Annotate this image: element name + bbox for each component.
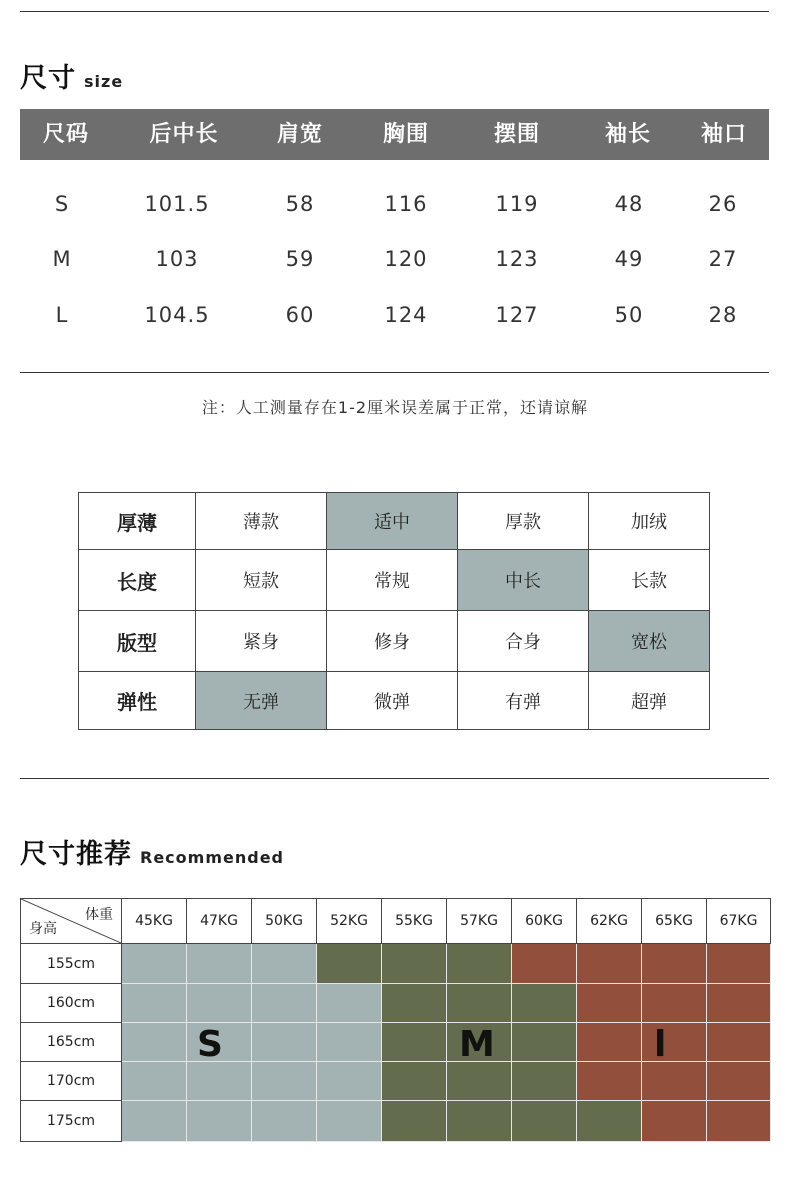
cell-cuff: 27 [708, 247, 738, 271]
size-zone-cell [512, 1062, 577, 1101]
table-row [20, 295, 769, 335]
attribute-row-length [79, 550, 710, 611]
weight-header: 47KG [187, 899, 252, 944]
size-zone-cell [707, 984, 771, 1023]
attribute-label: 版型 [79, 611, 196, 672]
size-zone-cell [122, 1023, 187, 1062]
size-zone-cell [187, 944, 252, 984]
cell-size: S [54, 192, 70, 216]
cell-cuff: 28 [708, 303, 738, 327]
size-zone-cell [707, 1062, 771, 1101]
size-zone-cell [512, 1101, 577, 1142]
size-zone-cell [317, 1023, 382, 1062]
attribute-option: 厚款 [458, 493, 589, 550]
size-zone-cell [187, 984, 252, 1023]
attribute-option: 有弹 [458, 672, 589, 730]
top-divider [20, 11, 769, 12]
attribute-option: 微弹 [327, 672, 458, 730]
size-zone-cell [642, 984, 707, 1023]
header-chest: 胸围 [382, 122, 430, 147]
cell-cuff: 26 [708, 192, 738, 216]
height-label: 165cm [21, 1023, 122, 1062]
size-zone-cell [122, 944, 187, 984]
attribute-row-elasticity [79, 672, 710, 730]
attribute-option: 紧身 [196, 611, 327, 672]
header-size: 尺码 [42, 122, 90, 147]
weight-header: 57KG [447, 899, 512, 944]
attribute-option: 常规 [327, 550, 458, 611]
size-zone-cell [447, 984, 512, 1023]
size-zone-cell [252, 1023, 317, 1062]
header-sleeve: 袖长 [604, 122, 652, 147]
zone-label-s: S [197, 1024, 223, 1065]
table-row [20, 184, 769, 224]
size-zone-cell [642, 1101, 707, 1142]
size-zone-cell [577, 944, 642, 984]
cell-sleeve: 49 [614, 247, 644, 271]
attribute-table [78, 492, 710, 730]
cell-length: 104.5 [144, 303, 210, 327]
size-zone-cell [382, 1062, 447, 1101]
size-zone-cell [122, 984, 187, 1023]
cell-hem: 123 [495, 247, 539, 271]
size-zone-cell [252, 1062, 317, 1101]
size-zone-cell [642, 944, 707, 984]
cell-hem: 127 [495, 303, 539, 327]
size-zone-cell [577, 1062, 642, 1101]
weight-header: 55KG [382, 899, 447, 944]
height-label: 175cm [21, 1101, 122, 1142]
height-row [21, 944, 771, 984]
cell-chest: 124 [384, 303, 428, 327]
cell-shoulder: 60 [285, 303, 315, 327]
weight-header: 65KG [642, 899, 707, 944]
cell-sleeve: 50 [614, 303, 644, 327]
attribute-row-thickness [79, 493, 710, 550]
cell-hem: 119 [495, 192, 539, 216]
size-title-text: 尺寸 [20, 63, 76, 94]
attribute-row-fit [79, 611, 710, 672]
recommend-subtitle: Recommended [140, 848, 284, 867]
cell-size: L [55, 303, 69, 327]
size-zone-cell [317, 1062, 382, 1101]
height-label: 160cm [21, 984, 122, 1023]
recommend-section-title [20, 832, 284, 871]
header-hem: 摆围 [493, 122, 541, 147]
attribute-divider [20, 778, 769, 779]
header-length: 后中长 [149, 122, 219, 147]
attribute-option: 无弹 [196, 672, 327, 730]
height-row [21, 1101, 771, 1142]
size-zone-cell [577, 1023, 642, 1062]
cell-chest: 116 [384, 192, 428, 216]
size-zone-cell [447, 1101, 512, 1142]
attribute-option: 适中 [327, 493, 458, 550]
weight-header: 60KG [512, 899, 577, 944]
size-zone-cell [642, 1023, 707, 1062]
size-zone-cell [122, 1062, 187, 1101]
height-label: 155cm [21, 944, 122, 984]
size-zone-cell [122, 1101, 187, 1142]
weight-header: 52KG [317, 899, 382, 944]
attribute-option: 宽松 [589, 611, 710, 672]
attribute-option: 中长 [458, 550, 589, 611]
attribute-label: 厚薄 [79, 493, 196, 550]
size-zone-cell [512, 944, 577, 984]
size-table-divider [20, 372, 769, 373]
attribute-option: 超弹 [589, 672, 710, 730]
size-zone-cell [382, 984, 447, 1023]
table-row [20, 239, 769, 279]
size-zone-cell [577, 984, 642, 1023]
attribute-label: 弹性 [79, 672, 196, 730]
size-zone-cell [642, 1062, 707, 1101]
recommend-title-text: 尺寸推荐 [20, 839, 132, 870]
cell-shoulder: 58 [285, 192, 315, 216]
weight-header: 50KG [252, 899, 317, 944]
attribute-option: 长款 [589, 550, 710, 611]
size-zone-cell [577, 1101, 642, 1142]
weight-header: 67KG [707, 899, 771, 944]
zone-label-m: M [459, 1024, 495, 1065]
size-zone-cell [317, 944, 382, 984]
attribute-option: 加绒 [589, 493, 710, 550]
height-axis-label: 身高 [29, 921, 57, 937]
size-recommend-table [20, 898, 771, 1142]
size-zone-cell [252, 944, 317, 984]
cell-size: M [52, 247, 72, 271]
size-section-title [20, 56, 123, 95]
size-zone-cell [707, 1023, 771, 1062]
size-zone-cell [512, 1023, 577, 1062]
size-zone-cell [707, 944, 771, 984]
size-zone-cell [317, 984, 382, 1023]
attribute-option: 修身 [327, 611, 458, 672]
size-zone-cell [187, 1062, 252, 1101]
height-row [21, 984, 771, 1023]
size-zone-cell [447, 1062, 512, 1101]
weight-header: 45KG [122, 899, 187, 944]
size-zone-cell [382, 1101, 447, 1142]
cell-length: 101.5 [144, 192, 210, 216]
cell-length: 103 [155, 247, 199, 271]
header-cuff: 袖口 [700, 122, 748, 147]
cell-chest: 120 [384, 247, 428, 271]
attribute-option: 短款 [196, 550, 327, 611]
attribute-option: 合身 [458, 611, 589, 672]
weight-axis-label: 体重 [85, 907, 113, 923]
size-zone-cell [187, 1101, 252, 1142]
size-zone-cell [317, 1101, 382, 1142]
size-zone-cell [707, 1101, 771, 1142]
height-row [21, 1062, 771, 1101]
size-zone-cell [512, 984, 577, 1023]
cell-sleeve: 48 [614, 192, 644, 216]
height-label: 170cm [21, 1062, 122, 1101]
weight-header-row [21, 899, 771, 944]
size-zone-cell [447, 944, 512, 984]
corner-cell [21, 899, 122, 944]
size-zone-cell [252, 1101, 317, 1142]
weight-header: 62KG [577, 899, 642, 944]
attribute-option: 薄款 [196, 493, 327, 550]
header-shoulder: 肩宽 [276, 122, 324, 147]
zone-label-l: l [654, 1024, 667, 1065]
cell-shoulder: 59 [285, 247, 315, 271]
size-zone-cell [382, 1023, 447, 1062]
size-subtitle: size [84, 72, 124, 91]
attribute-label: 长度 [79, 550, 196, 611]
size-zone-cell [252, 984, 317, 1023]
size-zone-cell [382, 944, 447, 984]
measurement-note: 注：人工测量存在1-2厘米误差属于正常，还请谅解 [201, 398, 589, 417]
size-table-header [20, 109, 769, 160]
